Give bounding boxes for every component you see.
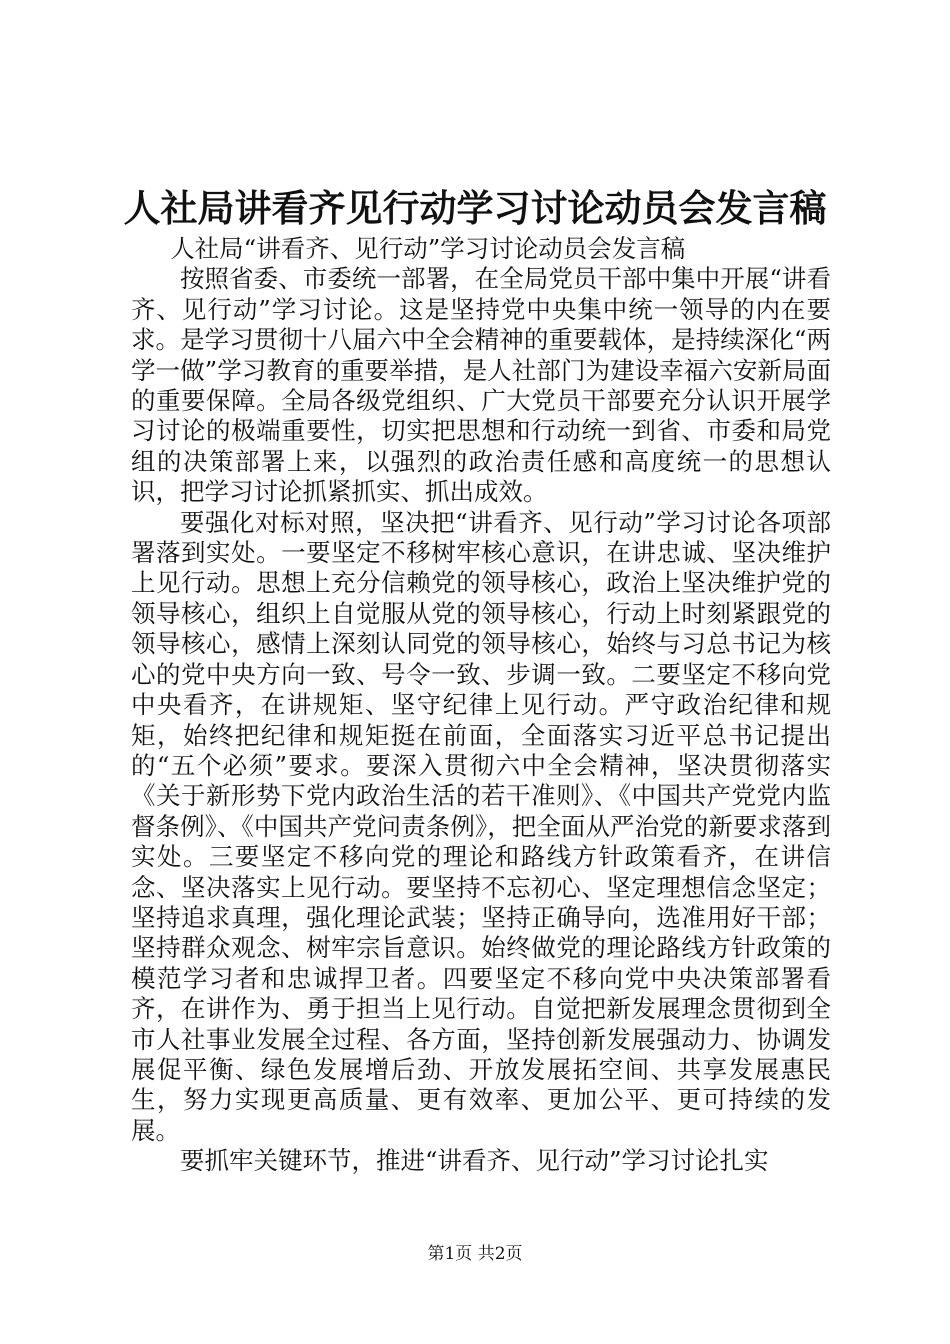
paragraph-2: 要强化对标对照，坚决把“讲看齐、见行动”学习讨论各项部署落到实处。一要坚定不移树牢核心意识，在讲忠诚、坚决维护上见行动。思想上充分信赖党的领导核心，政治上坚决维护党的领导核心，组织上自觉服从党的领导核心，行动上时刻紧跟党的领导核心，感情上深刻认同党的领导核心，始终与习总书记为核心的党中央方向一致、号令一致、步调一致。二要坚定不移向党中央看齐，在讲规矩、坚守纪律上见行动。严守政治纪律和规矩，始终把纪律和规矩挺在前面，全面落实习近平总书记提出的“五个必须”要求。要深入贯彻六中全会精神，坚决贯彻落实《关于新形势下党内政治生活的若干准则》、《中国共产党党内监督条例》、《中国共产党问责条例》，把全面从严治党的新要求落到实处。三要坚定不移向党的理论和路线方针政策看齐，在讲信念、坚决落实上见行动。要坚持不忘初心、坚定理想信念坚定；坚持追求真理，强化理论武装；坚持正确导向，选准用好干部；坚持群众观念、树牢宗旨意识。始终做党的理论路线方针政策的模范学习者和忠诚捍卫者。四要坚定不移向党中央决策部署看齐，在讲作为、勇于担当上见行动。自觉把新发展理念贯彻到全市人社事业发展全过程、各方面，坚持创新发展强动力、协调发展促平衡、绿色发展增后劲、开放发展拓空间、共享发展惠民生，努力实现更高质量、更有效率、更加公平、更可持续的发展。 xyxy=(131,507,831,1145)
paragraph-1: 按照省委、市委统一部署，在全局党员干部中集中开展“讲看齐、见行动”学习讨论。这是坚持党中央集中统一领导的内在要求。是学习贯彻十八届六中全会精神的重要载体，是持续深化“两学一做”学习教育的重要举措，是人社部门为建设幸福六安新局面的重要保障。全局各级党组织、广大党员干部要充分认识开展学习讨论的极端重要性，切实把思想和行动统一到省、市委和局党组的决策部署上来，以强烈的政治责任感和高度统一的思想认识，把学习讨论抓紧抓实、抓出成效。 xyxy=(131,264,831,507)
document-title: 人社局讲看齐见行动学习讨论动员会发言稿 xyxy=(123,186,827,230)
document-body xyxy=(131,234,831,1177)
document-subtitle: 人社局“讲看齐、见行动”学习讨论动员会发言稿 xyxy=(170,234,686,263)
page-footer: 第1页 共2页 xyxy=(427,1244,523,1264)
paragraph-3: 要抓牢关键环节，推进“讲看齐、见行动”学习讨论扎实 xyxy=(180,1146,769,1176)
